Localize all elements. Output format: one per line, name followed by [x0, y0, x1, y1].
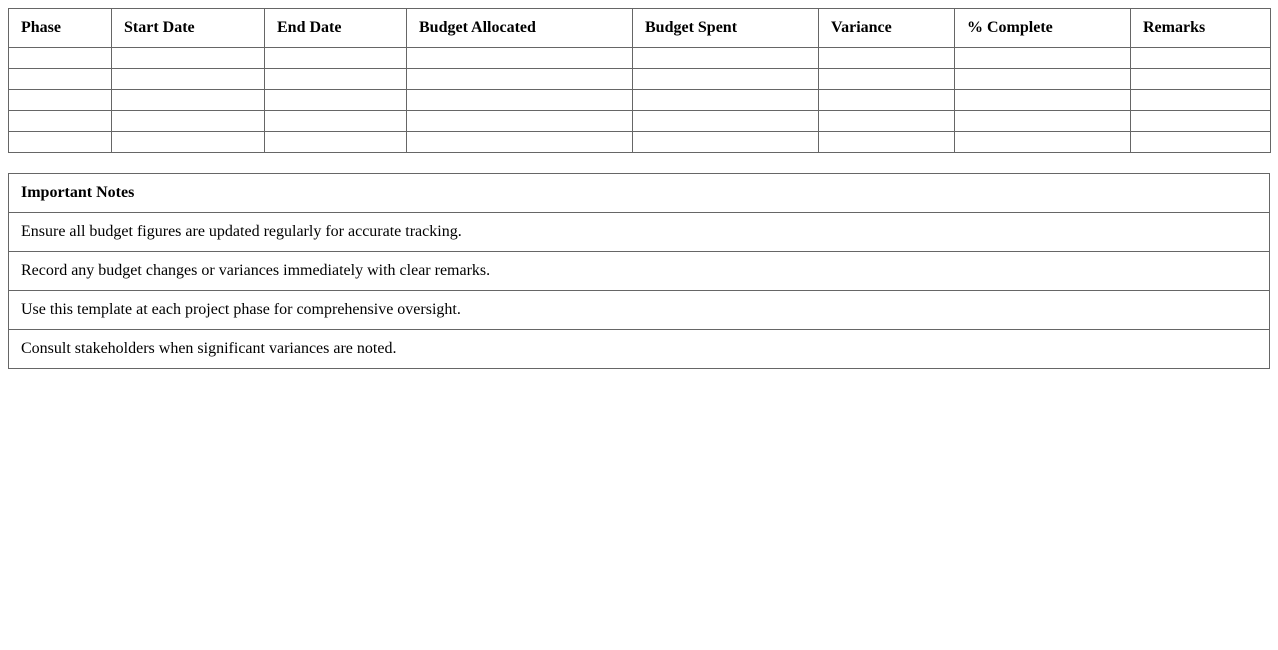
table-cell[interactable]: [1131, 90, 1271, 111]
column-header: Budget Spent: [633, 9, 819, 48]
table-row: [9, 132, 1271, 153]
table-cell[interactable]: [955, 69, 1131, 90]
column-header: Budget Allocated: [407, 9, 633, 48]
table-cell[interactable]: [407, 48, 633, 69]
table-cell[interactable]: [819, 111, 955, 132]
table-cell[interactable]: [819, 132, 955, 153]
table-cell[interactable]: [633, 90, 819, 111]
table-cell[interactable]: [819, 69, 955, 90]
table-cell[interactable]: [633, 111, 819, 132]
note-item: Record any budget changes or variances immediately with clear remarks.: [9, 252, 1270, 291]
table-cell[interactable]: [265, 132, 407, 153]
table-cell[interactable]: [633, 132, 819, 153]
table-cell[interactable]: [112, 132, 265, 153]
table-cell[interactable]: [407, 111, 633, 132]
column-header: Variance: [819, 9, 955, 48]
table-cell[interactable]: [633, 48, 819, 69]
table-row: [9, 111, 1271, 132]
column-header: Phase: [9, 9, 112, 48]
table-cell[interactable]: [1131, 111, 1271, 132]
table-cell[interactable]: [819, 48, 955, 69]
table-cell[interactable]: [112, 69, 265, 90]
table-cell[interactable]: [9, 48, 112, 69]
table-row: [9, 48, 1271, 69]
notes-table: [8, 173, 1270, 369]
note-row: [9, 252, 1270, 291]
column-header: End Date: [265, 9, 407, 48]
table-cell[interactable]: [265, 69, 407, 90]
table-cell[interactable]: [9, 90, 112, 111]
table-cell[interactable]: [265, 48, 407, 69]
notes-title: Important Notes: [9, 174, 1270, 213]
table-cell[interactable]: [112, 48, 265, 69]
table-cell[interactable]: [1131, 132, 1271, 153]
table-cell[interactable]: [955, 111, 1131, 132]
table-cell[interactable]: [407, 90, 633, 111]
table-cell[interactable]: [1131, 48, 1271, 69]
budget-table: [8, 8, 1271, 153]
note-row: [9, 291, 1270, 330]
table-cell[interactable]: [9, 132, 112, 153]
note-item: Ensure all budget figures are updated regularly for accurate tracking.: [9, 213, 1270, 252]
table-row: [9, 69, 1271, 90]
column-header: Remarks: [1131, 9, 1271, 48]
note-item: Use this template at each project phase for comprehensive oversight.: [9, 291, 1270, 330]
table-cell[interactable]: [112, 90, 265, 111]
table-cell[interactable]: [265, 111, 407, 132]
table-cell[interactable]: [955, 90, 1131, 111]
table-cell[interactable]: [9, 69, 112, 90]
note-row: [9, 213, 1270, 252]
table-cell[interactable]: [407, 132, 633, 153]
table-cell[interactable]: [1131, 69, 1271, 90]
header-row: [9, 9, 1271, 48]
table-cell[interactable]: [819, 90, 955, 111]
table-cell[interactable]: [112, 111, 265, 132]
table-cell[interactable]: [633, 69, 819, 90]
table-row: [9, 90, 1271, 111]
table-cell[interactable]: [265, 90, 407, 111]
note-row: [9, 330, 1270, 369]
table-cell[interactable]: [9, 111, 112, 132]
table-cell[interactable]: [955, 48, 1131, 69]
column-header: % Complete: [955, 9, 1131, 48]
table-cell[interactable]: [955, 132, 1131, 153]
note-item: Consult stakeholders when significant variances are noted.: [9, 330, 1270, 369]
column-header: Start Date: [112, 9, 265, 48]
table-cell[interactable]: [407, 69, 633, 90]
